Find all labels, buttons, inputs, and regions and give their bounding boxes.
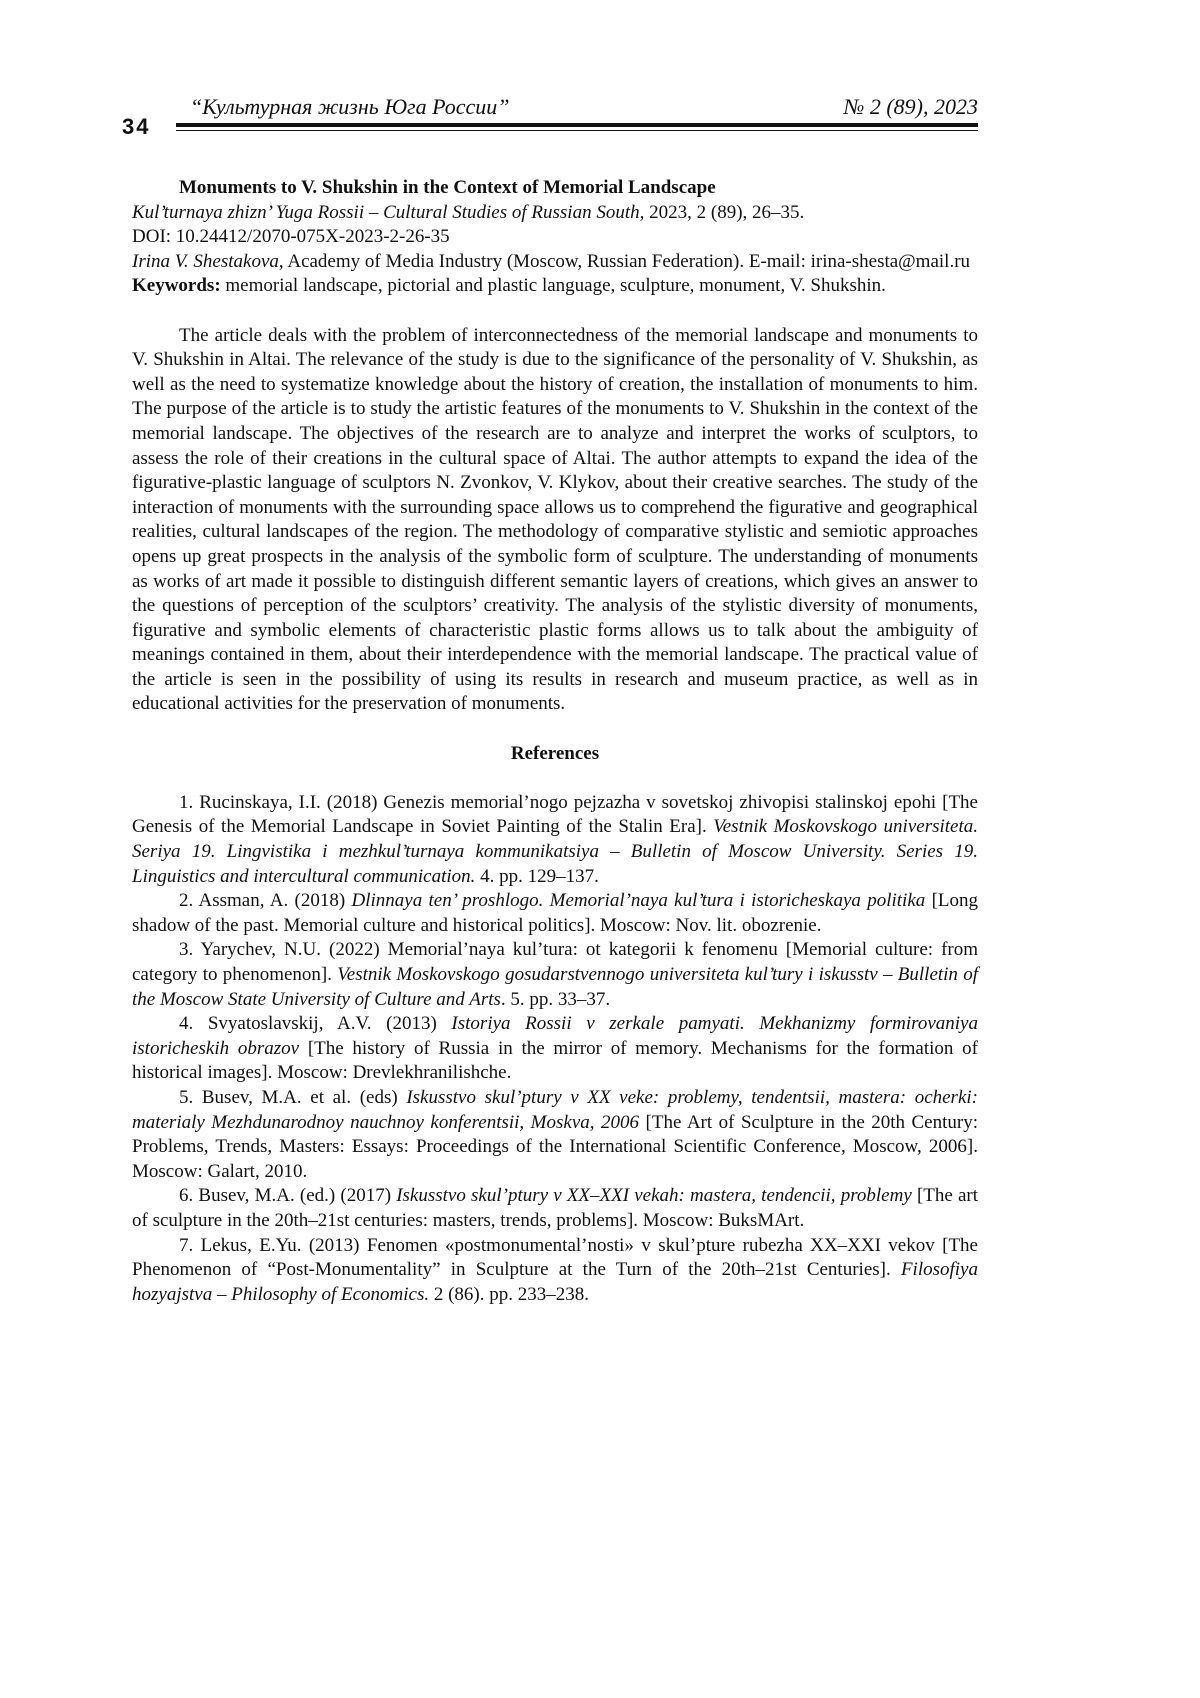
article-title: Monuments to V. Shukshin in the Context of Memorial Landscape: [132, 176, 978, 201]
reference-italic-segment: Istoriya Rossii v zerkale pamyati. Mekhanizmy formirovaniya istoricheskih obrazov: [132, 1013, 978, 1059]
keywords-label: Keywords:: [132, 275, 221, 296]
reference-segment: 2. Assman, A. (2018): [179, 890, 351, 911]
reference-italic-segment: Iskusstvo skul’ptury v XX veke: problemy, tendentsii, mastera: ocherki: materialy Mezhdunarodnoy nauchnoy konferentsii, Moskva, 2006: [132, 1087, 978, 1133]
reference-italic-segment: Vestnik Moskovskogo gosudarstvennogo universiteta kul’tury i iskusstv – Bulletin of the Moscow State University of Culture and Arts: [132, 964, 978, 1010]
reference-item: [132, 1012, 978, 1086]
reference-segment: 1. Rucinskaya, I.I. (2018) Genezis memorial’nogo pejzazha v sovetskoj zhivopisi stalinskoj epohi [The Genesis of the Memorial Landscape in Soviet Painting of the Stalin Era].: [132, 792, 978, 838]
keywords-list: memorial landscape, pictorial and plastic language, sculpture, monument, V. Shukshin.: [221, 275, 886, 296]
header-rule-thick: [176, 123, 978, 127]
author-name: Irina V. Shestakova: [132, 251, 279, 272]
reference-segment: 5. Busev, M.A. et al. (eds): [179, 1087, 406, 1108]
reference-italic-segment: Vestnik Moskovskogo universiteta. Seriya 19. Lingvistika i mezhkul’turnaya kommunikatsiya – Bulletin of Moscow University. Series 19. Linguistics and intercultural communication.: [132, 816, 978, 886]
citation: [132, 201, 978, 226]
abstract: The article deals with the problem of interconnectedness of the memorial landscape and monuments to V. Shukshin in Altai. The relevance of the study is due to the significance of the personality of V. Shukshin, as well as the need to systematize knowledge about the history of creation, the installation of monuments to him. The purpose of the article is to study the artistic features of the monuments to V. Shukshin in the context of the memorial landscape. The objectives of the research are to analyze and interpret the works of sculptors, to assess the role of their creations in the cultural space of Altai. The author attempts to expand the idea of the figurative-plastic language of sculptors N. Zvonkov, V. Klykov, about their creative searches. The study of the interaction of monuments with the surrounding space allows us to comprehend the figurative and geographical realities, cultural landscapes of the region. The methodology of comparative stylistic and semiotic approaches opens up great prospects in the analysis of the symbolic form of sculpture. The understanding of monuments as works of art made it possible to distinguish different semantic layers of creations, which gives an answer to the questions of perception of the sculptors’ creativity. The analysis of the stylistic diversity of monuments, figurative and symbolic elements of characteristic plastic forms allows us to talk about the ambiguity of meanings contained in them, about their interdependence with the memorial landscape. The practical value of the article is seen in the possibility of using its results in research and museum practice, as well as in educational activities for the preservation of monuments.: [132, 324, 978, 718]
reference-segment: [The Art of Sculpture in the 20th Century: Problems, Trends, Masters: Essays: Proceedings of the International Scientific Conference, Moscow, 2006]. Moscow: Galart, 2010.: [132, 1112, 978, 1182]
reference-segment: 7. Lekus, E.Yu. (2013) Fenomen «postmonumental’nosti» v skul’pture rubezha XX–XXI vekov [The Phenomenon of “Post-Monumentality” in Sculpture at the Turn of the 20th–21st Centuries].: [132, 1235, 978, 1281]
reference-segment: [The history of Russia in the mirror of memory. Mechanisms for the formation of historical images]. Moscow: Drevlekhranilishche.: [132, 1038, 978, 1084]
page-number: 34: [122, 114, 150, 140]
reference-segment: [Long shadow of the past. Memorial culture and historical politics]. Moscow: Nov. lit. obozrenie.: [132, 890, 978, 936]
article-body: [132, 176, 978, 1307]
reference-italic-segment: Filosofiya hozyajstva – Philosophy of Economics.: [132, 1259, 978, 1305]
reference-segment: [The art of sculpture in the 20th–21st centuries: masters, trends, problems]. Moscow: BuksMArt.: [132, 1185, 978, 1231]
running-journal-title: “Культурная жизнь Юга России”: [190, 94, 510, 120]
reference-segment: 2 (86). pp. 233–238.: [429, 1284, 589, 1305]
reference-segment: 4. pp. 129–137.: [475, 866, 599, 887]
citation-details: 2023, 2 (89), 26–35.: [644, 202, 804, 223]
references-heading: References: [132, 742, 978, 767]
reference-item: [132, 1086, 978, 1184]
reference-item: [132, 791, 978, 889]
author-affiliation: , Academy of Media Industry (Moscow, Russian Federation). E-mail: irina-shesta@mail.ru: [279, 251, 970, 272]
citation-journal: Kul’turnaya zhizn’ Yuga Rossii – Cultural Studies of Russian South,: [132, 202, 644, 223]
reference-segment: 4. Svyatoslavskij, A.V. (2013): [179, 1013, 451, 1034]
running-issue: № 2 (89), 2023: [844, 94, 978, 120]
reference-segment: 6. Busev, M.A. (ed.) (2017): [179, 1185, 396, 1206]
reference-item: [132, 1184, 978, 1233]
references-list: [132, 791, 978, 1307]
reference-segment: . 5. pp. 33–37.: [501, 989, 610, 1010]
author-line: [132, 250, 978, 275]
reference-italic-segment: Dlinnaya ten’ proshlogo. Memorial’naya kul’tura i istoricheskaya politika: [351, 890, 925, 911]
doi: DOI: 10.24412/2070-075X-2023-2-26-35: [132, 225, 978, 250]
header-rule-thin: [176, 130, 978, 131]
reference-italic-segment: Iskusstvo skul’ptury v XX–XXI vekah: mastera, tendencii, problemy: [396, 1185, 912, 1206]
reference-item: [132, 889, 978, 938]
reference-item: [132, 938, 978, 1012]
reference-segment: 3. Yarychev, N.U. (2022) Memorial’naya kul’tura: ot kategorii k fenomenu [Memorial culture: from category to phenomenon].: [132, 939, 978, 985]
reference-item: [132, 1234, 978, 1308]
keywords: [132, 274, 978, 299]
